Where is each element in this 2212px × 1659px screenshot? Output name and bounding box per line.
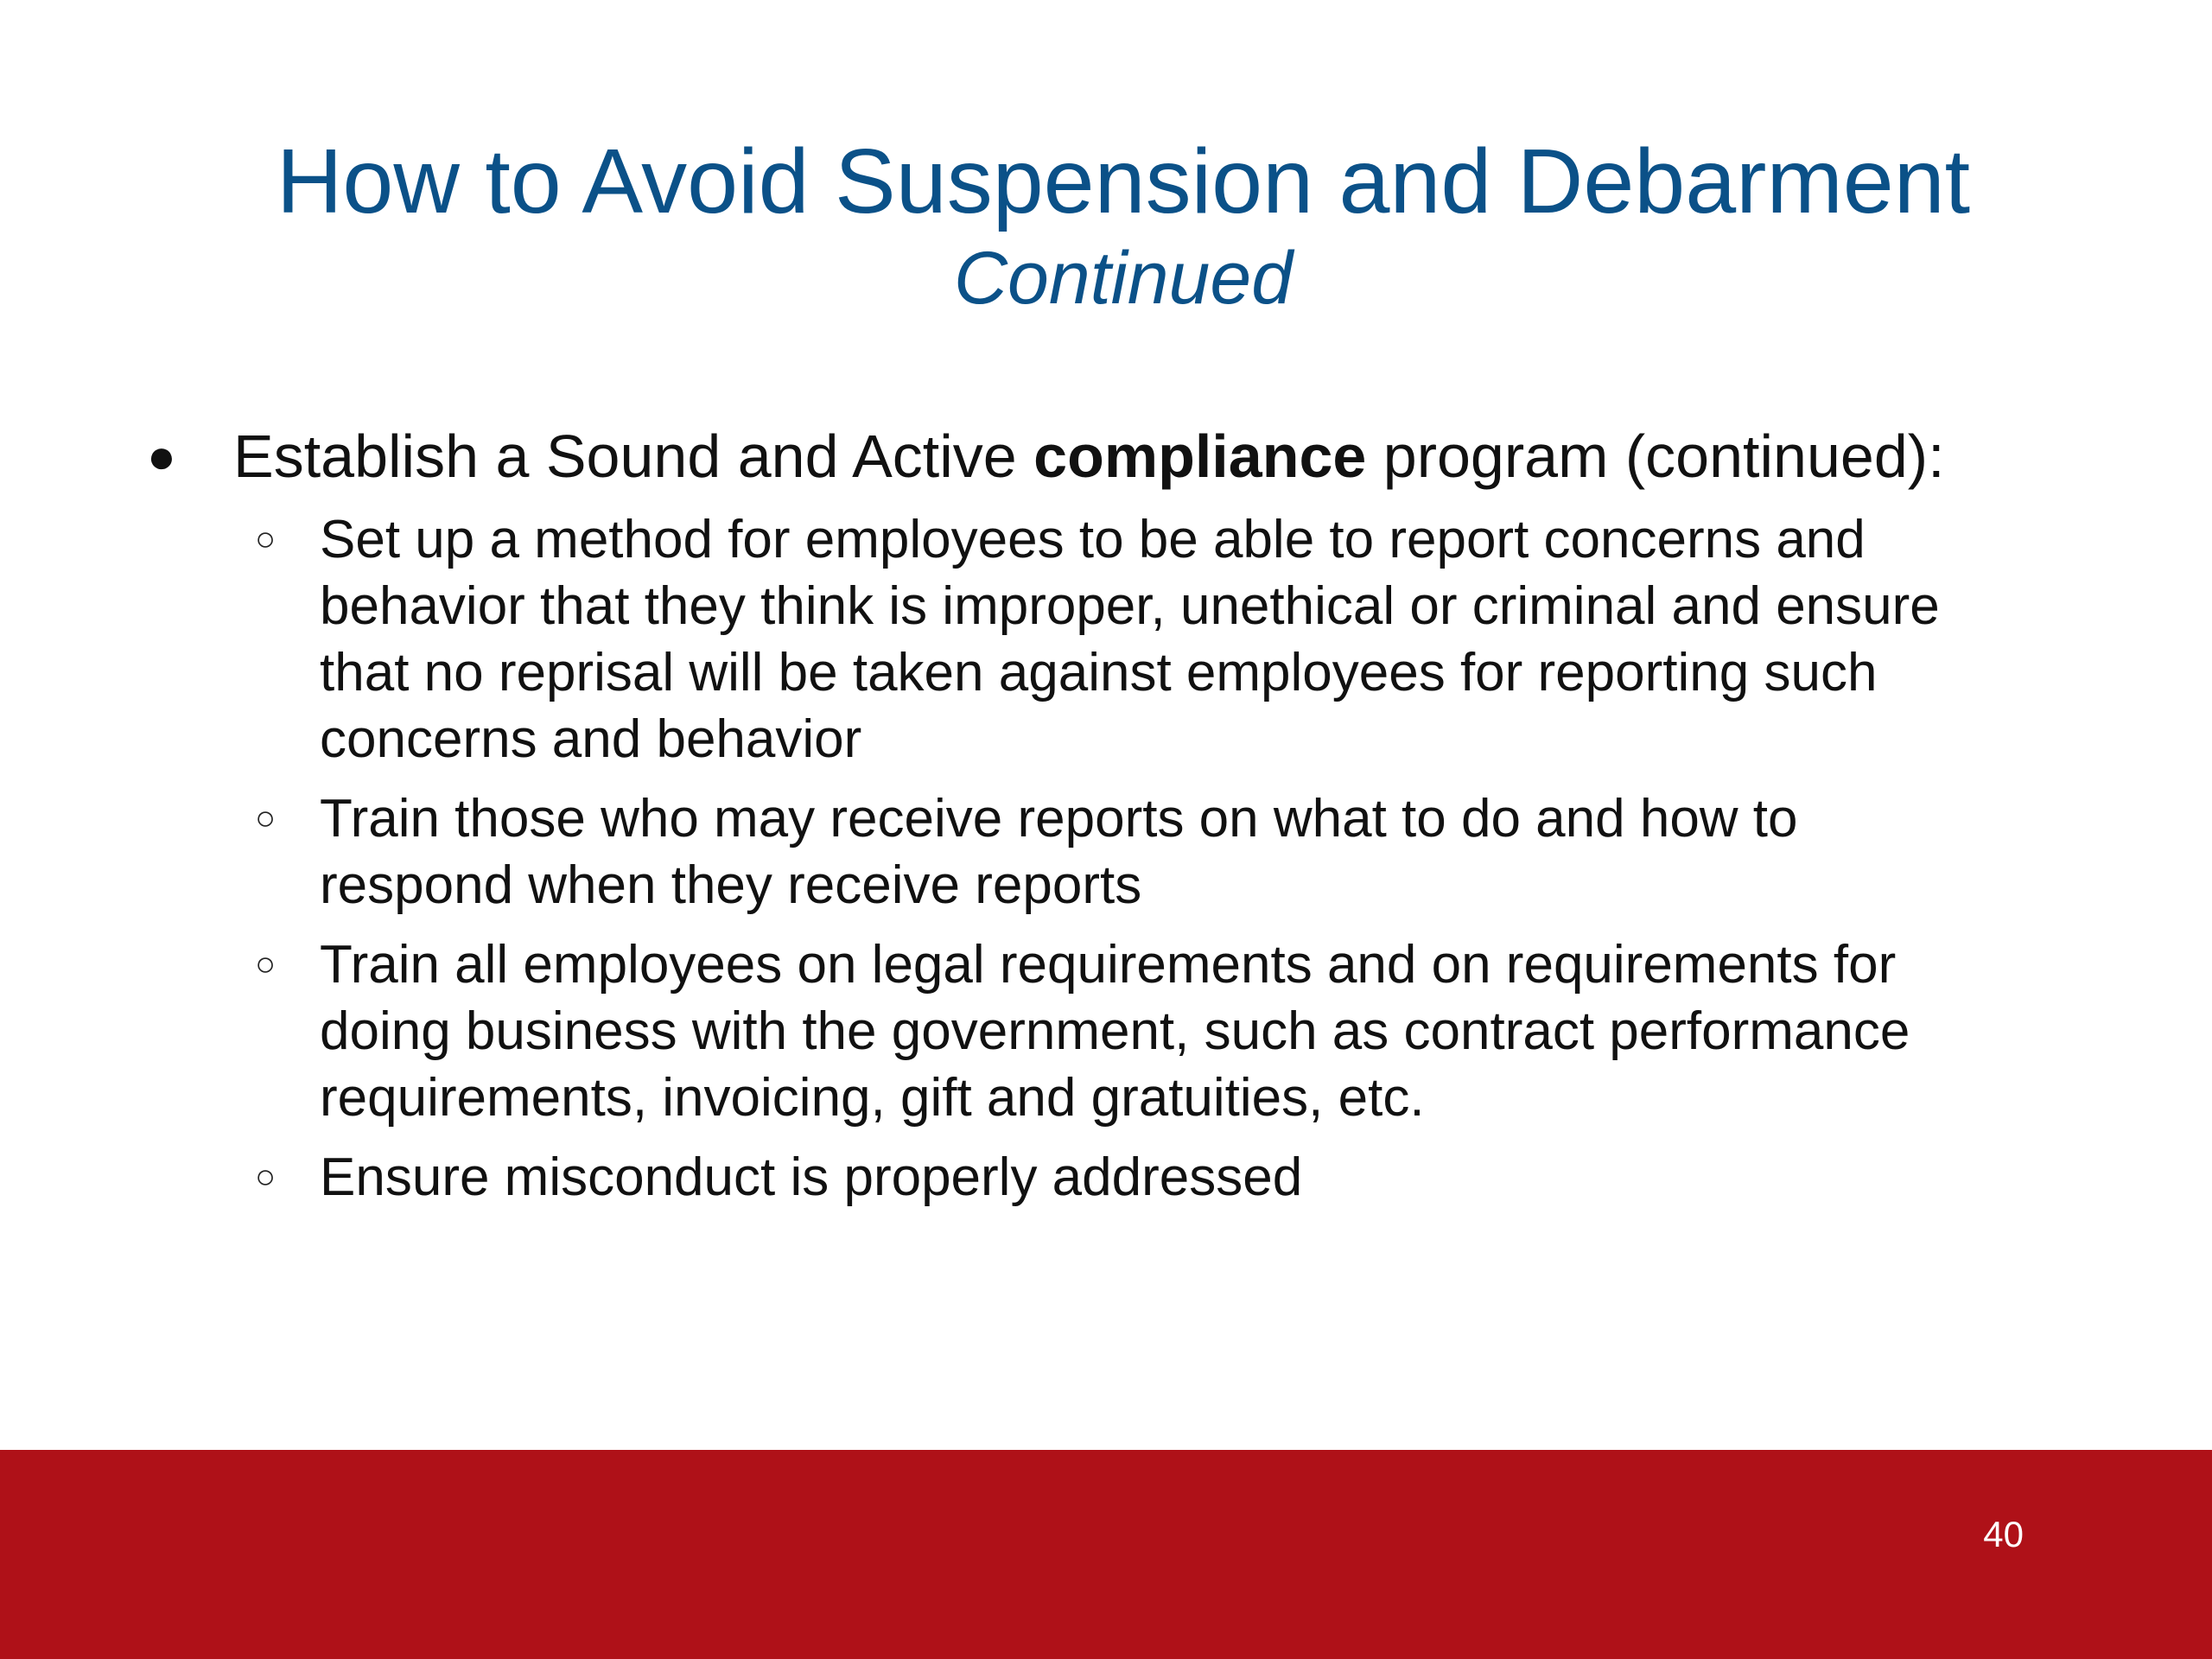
page-number: 40 xyxy=(1983,1514,2024,1554)
ring-bullet-icon: ○ xyxy=(255,799,276,837)
sub-bullet-item xyxy=(255,506,2005,772)
ring-bullet-icon: ○ xyxy=(255,1158,276,1196)
sub-bullet-text: Train all employees on legal requirements and on requirements for doing business with the government, such as contract performance requirements, invoicing, gift and gratuities, etc. xyxy=(320,935,1910,1128)
main-bullet-bold: compliance xyxy=(1033,423,1367,490)
sub-bullet-list xyxy=(147,506,2005,1211)
slide-subtitle: Continued xyxy=(953,237,1294,320)
ring-bullet-icon: ○ xyxy=(255,520,276,558)
main-bullet xyxy=(147,413,2005,499)
main-bullet-suffix: program (continued): xyxy=(1366,423,1945,490)
sub-bullet-item xyxy=(255,931,2005,1131)
main-bullet-text xyxy=(233,413,1945,499)
ring-bullet-icon: ○ xyxy=(255,945,276,983)
sub-bullet-text: Set up a method for employees to be able to report concerns and behavior that they think is improper, unethical or criminal and ensure that no reprisal will be taken against employees for reporting such concerns and behavior xyxy=(320,510,1940,769)
slide-title: How to Avoid Suspension and Debarment xyxy=(276,130,1971,232)
sub-bullet-text: Ensure misconduct is properly addressed xyxy=(320,1147,1303,1207)
sub-bullet-text: Train those who may receive reports on what to do and how to respond when they receive reports xyxy=(320,789,1798,915)
slide-content xyxy=(147,413,2005,1224)
footer-bar xyxy=(0,1450,2212,1659)
sub-bullet-item xyxy=(255,785,2005,918)
bullet-dot-icon: ● xyxy=(147,429,176,483)
sub-bullet-item xyxy=(255,1144,2005,1211)
main-bullet-prefix: Establish a Sound and Active xyxy=(233,423,1034,490)
title-block xyxy=(0,130,2212,321)
